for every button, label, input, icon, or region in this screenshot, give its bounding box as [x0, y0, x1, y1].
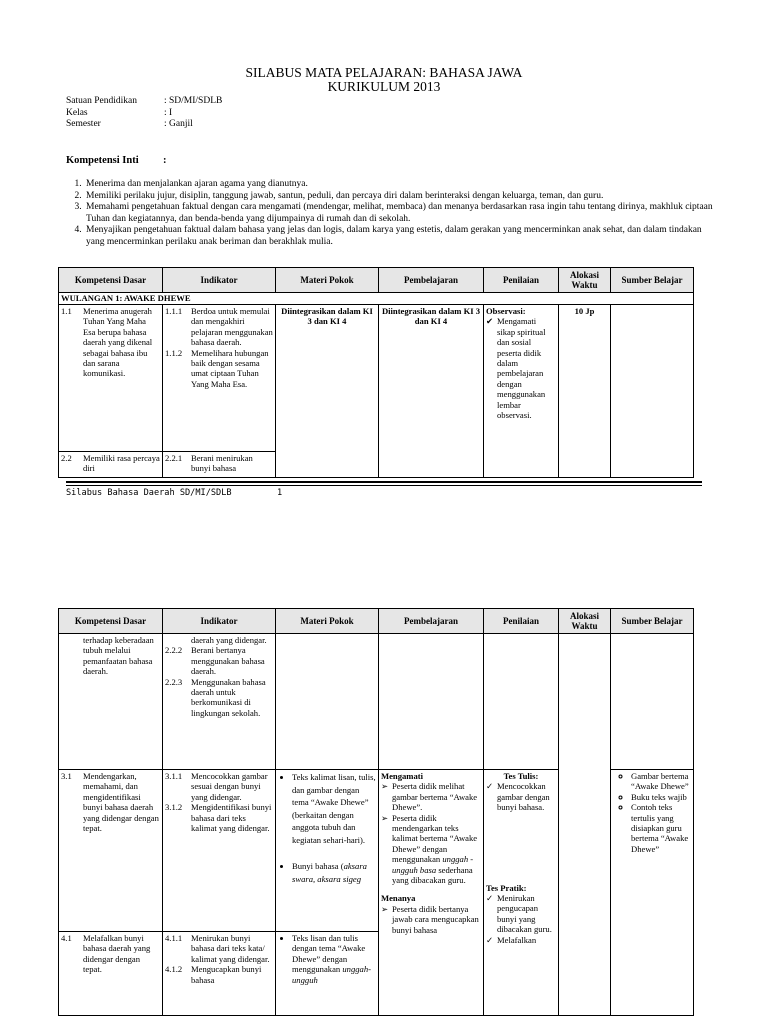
kompetensi-inti-colon: : — [163, 155, 167, 166]
kd-number: 4.1 — [61, 933, 72, 943]
header-kompetensi-dasar: Kompetensi Dasar — [59, 268, 163, 293]
meta-label: Kelas — [66, 107, 88, 118]
pembelajaran-text: Peserta didik bertanya jawab cara mengucapkan bunyi bahasa — [392, 903, 479, 935]
pembelajaran-text — [392, 813, 481, 886]
header-indikator: Indikator — [163, 268, 276, 293]
header-penilaian: Penilaian — [484, 609, 559, 634]
table-row — [59, 634, 694, 770]
indikator-cell — [163, 305, 276, 452]
list-item: 3. Memahami pengetahuan faktual dengan cara mengamati (mendengar, melihat, membaca) dan menanya berdasarkan rasa ingin tahu tentang dirinya, makhluk ciptaan Tuhan dan kegiatannya, dan benda-benda yang dijumpainya di rumah dan di sekolah. — [84, 202, 720, 225]
section-title: WULANGAN 1: AWAKE DHEWE — [59, 293, 694, 305]
arrow-bullet-icon: ➢ — [381, 903, 389, 914]
silabus-table-page2 — [58, 608, 694, 1016]
kd-text: Menerima anugerah Tuhan Yang Maha Esa berupa bahasa daerah yang dikenal sebagai bahasa ibu dan sarana komunikasi. — [83, 306, 153, 379]
indikator-cell — [163, 634, 276, 770]
indikator-text: Menirukan bunyi bahasa dari teks kata/ kalimat yang didengar. — [191, 933, 270, 964]
materi-cell — [276, 770, 379, 932]
pembelajaran-cell — [379, 770, 484, 1016]
table-header-row — [59, 268, 694, 293]
list-item: 4. Menyajikan pengetahuan faktual dalam bahasa yang jelas dan logis, dalam karya yang estetis, dalam gerakan yang mencerminkan anak sehat, dan dalam tindakan yang mencerminkan perilaku anak beriman dan berakhlak mulia. — [84, 225, 720, 248]
list-item: 2. Memiliki perilaku jujur, disiplin, tanggung jawab, santun, peduli, dan percaya diri dalam berinteraksi dengan keluarga, teman, dan guru. — [84, 191, 720, 203]
pembelajaran-text-part: sederhana yang dibacakan guru. — [392, 864, 473, 886]
indikator-text: Berdoa untuk memulai dan mengakhiri pelajaran menggunakan bahasa daerah. — [191, 306, 273, 348]
checkmark-icon: ✓ — [486, 893, 494, 904]
header-penilaian: Penilaian — [484, 268, 559, 293]
kd-cell — [59, 770, 163, 932]
kd-cell — [59, 305, 163, 452]
indikator-text: Berani bertanya menggunakan bahasa daerah. — [191, 645, 265, 677]
page-number: 1 — [277, 488, 283, 498]
meta-table — [66, 96, 222, 131]
indikator-text: Mencocokkan gambar sesuai dengan bunyi yang didengar. — [191, 771, 268, 802]
materi-italic-text: unggah- ungguh — [292, 964, 372, 985]
list-item: ◦ Buku teks wajib — [631, 792, 691, 802]
materi-cell — [276, 932, 379, 1016]
pembelajaran-text-part: Peserta didik mendengarkan teks kalimat bertema “Awake Dhewe” dengan menggunakan — [392, 812, 478, 865]
kd-text: Melafalkan bunyi bahasa daerah yang didengar dengan tepat. — [83, 933, 151, 975]
document-subtitle: KURIKULUM 2013 — [327, 79, 441, 94]
penilaian-text: Mengamati sikap spiritual dan sosial peserta didik dalam pembelajaran dengan menggunakan lembar observasi. — [497, 316, 546, 421]
kd-number: 3.1 — [61, 771, 72, 781]
indikator-cell — [163, 452, 276, 478]
pembelajaran-heading: Mengamati — [381, 771, 424, 781]
indikator-text: Mengucapkan bunyi bahasa — [191, 964, 262, 985]
kd-cell: terhadap keberadaan tubuh melalui pemanfaatan bahasa daerah. — [59, 634, 163, 770]
kd-text: Mendengarkan, memahami, dan mengidentifikasi bunyi bahasa daerah yang didengar dengan tepat. — [83, 771, 159, 834]
header-pembelajaran: Pembelajaran — [379, 268, 484, 293]
penilaian-heading: Tes Tulis: — [503, 771, 539, 781]
meta-row — [66, 96, 222, 108]
indikator-number: 1.1.1 — [165, 306, 183, 316]
header-indikator: Indikator — [163, 609, 276, 634]
list-item: ◦ Gambar bertema “Awake Dhewe” — [631, 771, 691, 792]
indikator-number: 1.1.2 — [165, 347, 183, 358]
indikator-text: Memelihara hubungan baik dengan sesama umat ciptaan Tuhan Yang Maha Esa. — [191, 347, 269, 389]
footer-rule — [66, 481, 702, 483]
indikator-number: 2.2.3 — [165, 676, 183, 687]
sumber-cell — [611, 634, 694, 770]
header-kompetensi-dasar: Kompetensi Dasar — [59, 609, 163, 634]
indikator-cell — [163, 770, 276, 932]
meta-label: Satuan Pendidikan — [66, 96, 137, 106]
penilaian-text: Menirukan pengucapan bunyi yang dibacakan guru. — [497, 893, 552, 935]
page-footer-text: Silabus Bahasa Daerah SD/MI/SDLB — [66, 488, 232, 498]
table-header-row — [59, 609, 694, 634]
pembelajaran-cell: Diintegrasikan dalam KI 3 dan KI 4 — [379, 305, 484, 478]
checkmark-icon: ✓ — [486, 781, 494, 792]
arrow-bullet-icon: ➢ — [381, 781, 389, 792]
alokasi-cell — [559, 634, 611, 1016]
header-alokasi-waktu: Alokasi Waktu — [559, 609, 611, 634]
header-sumber-belajar: Sumber Belajar — [611, 609, 694, 634]
materi-text: Teks lisan dan tulis dengan tema “Awake Dhewe” dengan menggunakan — [292, 933, 366, 975]
sumber-cell — [611, 305, 694, 478]
kd-cell — [59, 932, 163, 1016]
penilaian-text: Melafalkan — [497, 934, 537, 945]
indikator-number: 3.1.2 — [165, 802, 183, 813]
header-materi-pokok: Materi Pokok — [276, 609, 379, 634]
checkmark-icon: ✓ — [486, 934, 494, 945]
kompetensi-inti-heading: Kompetensi Inti — [66, 155, 139, 166]
penilaian-cell — [484, 634, 559, 770]
section-row — [59, 293, 694, 305]
indikator-number: 4.1.1 — [165, 933, 183, 943]
meta-value: : I — [164, 107, 173, 118]
footer-rule — [66, 485, 702, 486]
materi-cell — [276, 634, 379, 770]
list-item — [292, 933, 376, 985]
penilaian-heading: Tes Pratik: — [486, 882, 527, 893]
indikator-text: Berani menirukan bunyi bahasa — [191, 453, 253, 474]
indikator-text: Mengidentifikasi bunyi bahasa dari teks kalimat yang didengar. — [191, 802, 272, 834]
table-row — [59, 305, 694, 452]
header-materi-pokok: Materi Pokok — [276, 268, 379, 293]
pembelajaran-text: Peserta didik melihat gambar bertema “Awake Dhewe”. — [392, 781, 478, 813]
arrow-bullet-icon: ➢ — [381, 812, 389, 823]
list-item: • Teks kalimat lisan, tulis, dan gambar dengan tema “Awake Dhewe” (berkaitan dengan anggota tubuh dan kegiatan sehari-hari). — [292, 771, 376, 846]
indikator-text: daerah yang didengar. — [191, 635, 267, 645]
header-sumber-belajar: Sumber Belajar — [611, 268, 694, 293]
pembelajaran-cell — [379, 634, 484, 770]
meta-row — [66, 119, 222, 131]
indikator-number: 2.2.2 — [165, 645, 183, 656]
kompetensi-inti-list — [66, 179, 720, 248]
list-item: 1. Menerima dan menjalankan ajaran agama yang dianutnya. — [84, 179, 720, 191]
header-pembelajaran: Pembelajaran — [379, 609, 484, 634]
pembelajaran-italic-text: unggah -ungguh basa — [392, 854, 474, 875]
penilaian-heading: Observasi: — [486, 306, 526, 316]
penilaian-text: Mencocokkan gambar dengan bunyi bahasa. — [497, 781, 550, 813]
materi-text: Bunyi bahasa ( — [292, 861, 344, 871]
meta-value: : Ganjil — [164, 119, 193, 129]
meta-value: : SD/MI/SDLB — [164, 96, 223, 106]
kd-number: 2.2 — [61, 453, 72, 463]
pembelajaran-heading: Menanya — [381, 893, 416, 904]
sumber-cell — [611, 770, 694, 1016]
silabus-table-page1 — [58, 267, 694, 478]
alokasi-cell: 10 Jp — [559, 305, 611, 478]
header-alokasi-waktu: Alokasi Waktu — [559, 268, 611, 293]
kd-cell — [59, 452, 163, 478]
indikator-cell — [163, 932, 276, 1016]
penilaian-cell — [484, 770, 559, 1016]
kd-text: Memiliki rasa percaya diri — [83, 453, 160, 474]
materi-cell: Diintegrasikan dalam KI 3 dan KI 4 — [276, 305, 379, 478]
checkmark-icon: ✔ — [486, 316, 494, 327]
materi-italic-text: aksara swara, aksara sigeg — [292, 861, 367, 884]
penilaian-cell — [484, 305, 559, 478]
indikator-text: Menggunakan bahasa daerah untuk berkomunikasi di lingkungan sekolah. — [191, 676, 266, 718]
indikator-number: 3.1.1 — [165, 771, 183, 781]
list-item: ◦ Contoh teks tertulis yang disiapkan guru bertema “Awake Dhewe” — [631, 802, 691, 854]
meta-label: Semester — [66, 119, 101, 129]
list-item — [292, 860, 376, 885]
indikator-number: 2.2.1 — [165, 453, 183, 463]
meta-row — [66, 108, 222, 120]
document-title: SILABUS MATA PELAJARAN: BAHASA JAWA — [245, 65, 523, 80]
kd-number: 1.1 — [61, 306, 72, 316]
indikator-number: 4.1.2 — [165, 964, 183, 975]
